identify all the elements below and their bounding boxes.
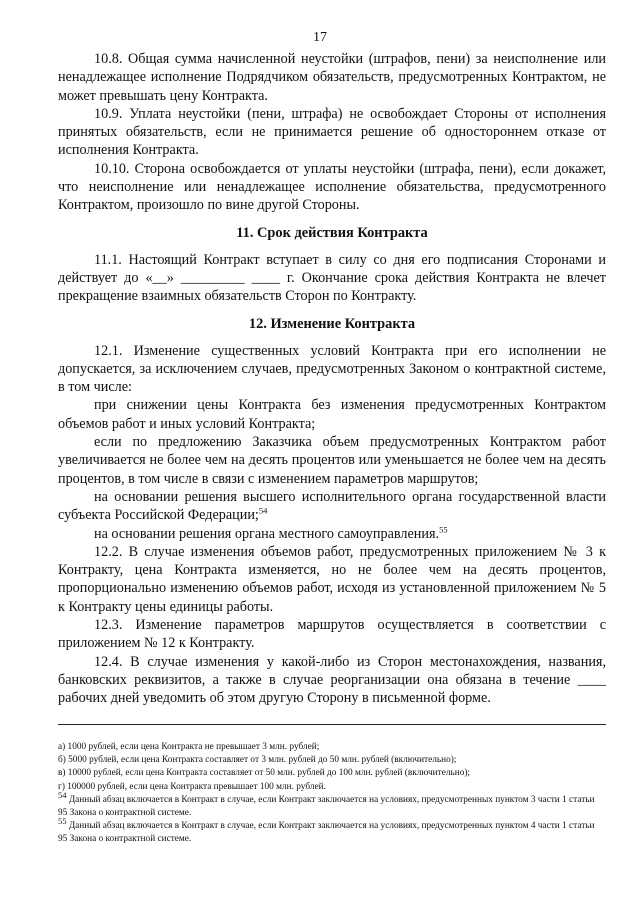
clause-10-8: 10.8. Общая сумма начисленной неустойки (штрафов, пени) за неисполнение или ненадлежащее исполнение Подрядчиком обязательств, предусмотренных Контрактом, не может превышать цену Контракта. xyxy=(58,51,606,104)
section-11-heading: 11. Срок действия Контракта xyxy=(236,224,428,241)
footnote-55-text: Данный абзац включается в Контракт в случае, если Контракт заключается на условиях, предусмотренных пунктом 4 части 1 статьи 95 Закона о контрактной системе. xyxy=(58,821,595,845)
footnote-55 xyxy=(58,816,606,846)
footnote-55-mark: 55 xyxy=(58,816,67,827)
footnote-54 xyxy=(58,789,606,820)
section-12-heading: 12. Изменение Контракта xyxy=(248,315,416,332)
clause-12-1-item-c xyxy=(58,488,606,525)
footnotes xyxy=(58,741,606,847)
footnote-line-v: в) 10000 рублей, если цена Контракта составляет от 50 млн. рублей до 100 млн. рублей (включительно); xyxy=(58,768,471,779)
footnote-54-text: Данный абзац включается в Контракт в случае, если Контракт заключается на условиях, предусмотренных пунктом 3 части 1 статьи 95 Закона о контрактной системе. xyxy=(58,794,595,819)
clause-12-1: 12.1. Изменение существенных условий Контракта при его исполнении не допускается, за исключением случаев, предусмотренных Законом о контрактной системе, в том числе: xyxy=(58,342,606,396)
clause-12-1-item-a: при снижении цены Контракта без изменения предусмотренных Контрактом объемов работ и иных условий Контракта; xyxy=(58,397,606,432)
clause-11-1: 11.1. Настоящий Контракт вступает в силу со дня его подписания Сторонами и действует до «__» _________ ____ г. Окончание срока действия Контракта не влечет прекращение взаимных обязательств Сторон по Контракту. xyxy=(58,251,606,305)
clause-12-1-item-d xyxy=(58,525,606,543)
footnote-line-a: а) 1000 рублей, если цена Контракта не превышает 3 млн. рублей; xyxy=(58,742,320,752)
footnote-54-mark: 54 xyxy=(58,789,67,800)
clause-10-9: 10.9. Уплата неустойки (пени, штрафа) не освобождает Стороны от исполнения принятых обязательств, если не принимается решение об одностороннем отказе от исполнения Контракта. xyxy=(58,105,606,159)
clause-12-1-item-c-text: на основании решения высшего исполнительного органа государственной власти субъекта Российской Федерации; xyxy=(58,488,606,524)
clause-12-4: 12.4. В случае изменения у какой-либо из Сторон местонахождения, названия, банковских реквизитов, а также в случае реорганизации она обязана в течение ____ рабочих дней уведомить об этом другую Сторону в письменной форме. xyxy=(58,653,606,707)
page-number: 17 xyxy=(313,30,327,45)
document-body xyxy=(58,50,606,708)
clause-12-2: 12.2. В случае изменения объемов работ, предусмотренных приложением № 3 к Контракту, цена Контракта изменяется, но не более чем на десять процентов, пропорционально изменению объемов работ, исходя из установленной приложением № 5 к Контракту цены единицы работы. xyxy=(58,543,606,615)
footnote-line-g: г) 100000 рублей, если цена Контракта превышает 100 млн. рублей. xyxy=(58,781,326,792)
clause-12-1-item-d-text: на основании решения органа местного самоуправления. xyxy=(94,525,440,542)
clause-10-10: 10.10. Сторона освобождается от уплаты неустойки (штрафа, пени), если докажет, что неисполнение или ненадлежащее исполнение обязательства, предусмотренного Контрактом, произошло по вине другой Стороны. xyxy=(58,160,606,214)
clause-12-3: 12.3. Изменение параметров маршрутов осуществляется в соответствии с приложением № 12 к Контракту. xyxy=(58,617,606,652)
footnote-ref-54: 54 xyxy=(258,505,268,516)
clause-12-1-item-b: если по предложению Заказчика объем предусмотренных Контрактом работ увеличивается не более чем на десять процентов или уменьшается не более чем на десять процентов, в том числе в связи с изменением параметров маршрутов; xyxy=(58,434,606,487)
footnote-line-b: б) 5000 рублей, если цена Контракта составляет от 3 млн. рублей до 50 млн. рублей (включительно); xyxy=(58,755,457,766)
footnote-ref-55: 55 xyxy=(439,523,448,534)
footnote-divider xyxy=(58,724,606,725)
